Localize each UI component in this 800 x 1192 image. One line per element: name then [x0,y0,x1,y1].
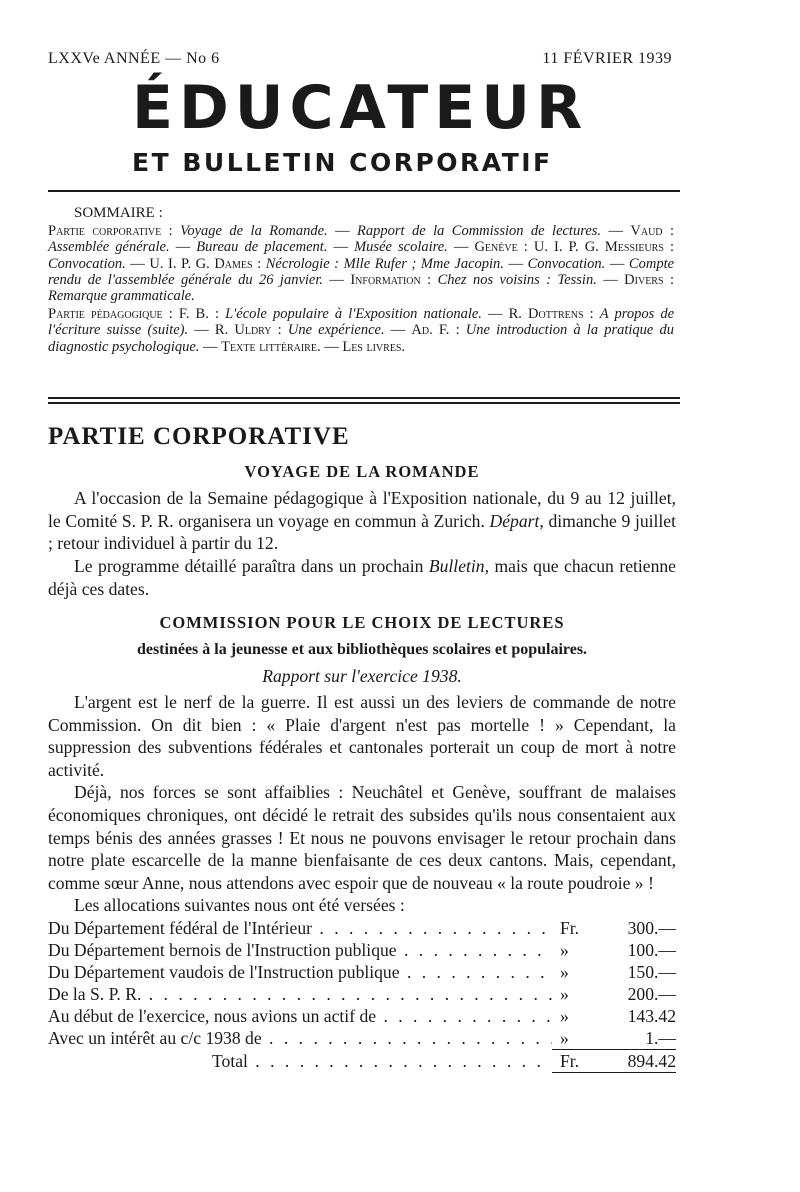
allocation-row: Au début de l'exercice, nous avions un actif de . . . » 143.42 [48,1005,676,1027]
total-amount: 894.42 [627,1050,676,1071]
allocations-table [48,917,676,1071]
allocation-row: Du Département fédéral de l'Intérieur . . . Fr. 300.— [48,917,676,939]
sommaire [48,205,674,357]
commission-subheading: destinées à la jeunesse et aux bibliothèques scolaires et populaires. [136,640,588,658]
article-body [48,423,676,1071]
commission-paragraph-3: Les allocations suivantes nous ont été versées : [74,895,405,916]
sommaire-heading: SOMMAIRE : [74,205,163,221]
issue-date: 11 FÉVRIER 1939 [542,50,672,67]
journal-subtitle: ET BULLETIN CORPORATIF [132,148,553,177]
report-title: Rapport sur l'exercice 1938. [262,666,462,687]
total-row [48,1049,676,1071]
commission-paragraph-1: L'argent est le nerf de la guerre. Il est aussi un des leviers de commande de notre Commission. On dit bien : « Plaie d'argent n'est pas mortelle ! » Cependant, la suppression des subventions fédérales et cantonales porterait un coup de mort à notre activité. [48,691,676,780]
commission-heading: COMMISSION POUR LE CHOIX DE LECTURES [159,613,565,633]
voyage-paragraph-1: A l'occasion de la Semaine pédagogique à l'Exposition nationale, du 9 au 12 juillet, le Comité S. P. R. organisera un voyage en commun à Zurich. Départ, dimanche 9 juillet ; retour individuel à partir du 12. [48,488,676,554]
voyage-paragraph-2: Le programme détaillé paraîtra dans un prochain Bulletin, mais que chacun retienne déjà ces dates. [48,555,676,599]
masthead-top-line [48,50,672,68]
allocation-row: Avec un intérêt au c/c 1938 de . . . » 1.— [48,1027,676,1049]
section-title: PARTIE CORPORATIVE [48,423,350,450]
journal-title: ÉDUCATEUR [132,73,589,143]
total-box: Fr. 894.42 [552,1049,676,1074]
sommaire-pedagogique: Partie pédagogique : F. B. : L'école populaire à l'Exposition nationale. — R. Dottrens : A propos de l'écriture suisse (suite). — R. Uldry : Une expérience. — Ad. F. : Une introduction à la pratique du diagnostic psychologique. — Texte littéraire. — Les livres. [48,306,675,355]
allocation-row: Du Département bernois de l'Instruction publique . . . » 100.— [48,939,676,961]
voyage-heading: VOYAGE DE LA ROMANDE [244,461,480,481]
sommaire-divider-top [48,397,680,399]
total-label: Total . . . [48,1050,552,1073]
sommaire-divider-bottom [48,402,680,404]
issue-number: LXXVe ANNÉE — No 6 [48,50,220,67]
sommaire-corporative: Partie corporative : Voyage de la Romande. — Rapport de la Commission de lectures. — Vaud : Assemblée générale. — Bureau de placement. — Musée scolaire. — Genève : U. I. P. G. Messieurs : Convocation. — U. I. P. G. Dames : Nécrologie : Mlle Rufer ; Mme Jacopin. — Convocation. — Compte rendu de l'assemblée générale du 26 janvier. — Information : Chez nos voisins : Tessin. — Divers : Remarque grammaticale. [48,223,675,305]
commission-paragraph-2: Déjà, nos forces se sont affaiblies : Neuchâtel et Genève, souffrant de malaises économiques chroniques, ont décidé le retrait des subsides qu'ils nous consentaient aux temps bénis des années grasses ! Et nous ne pouvons envisager le retour prochain dans notre plate escarcelle de la manne bienfaisante de ces deux cantons. Mais, cependant, comme sœur Anne, nous attendons avec espoir que de nouveau « la route poudroie » ! [48,782,676,893]
masthead-divider [48,190,680,192]
allocation-row: De la S. P. R. . . . » 200.— [48,983,676,1005]
allocation-row: Du Département vaudois de l'Instruction publique . . . » 150.— [48,961,676,983]
